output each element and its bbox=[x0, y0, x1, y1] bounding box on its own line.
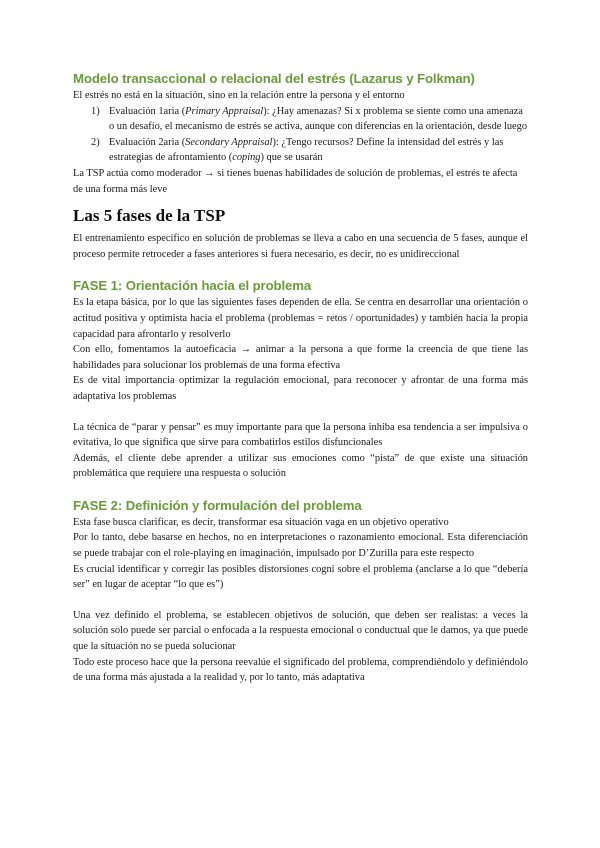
appraisal-list bbox=[73, 104, 528, 166]
fase2-paragraph: Todo este proceso hace que la persona reevalúe el significado del problema, comprendiéndolo y definiéndolo de una forma más ajustada a la realidad y, por lo tanto, más adaptativa bbox=[73, 656, 528, 684]
fase1-heading: FASE 1: Orientación hacia el problema bbox=[73, 278, 312, 294]
appraisal-term: Secondary Appraisal bbox=[185, 136, 273, 148]
fase2-paragraph: Por lo tanto, debe basarse en hechos, no en interpretaciones o razonamiento emocional. Esta diferenciación se puede trabajar con el role-playing en imaginación, impulsado por D’Zurilla para este respecto bbox=[73, 532, 528, 560]
fase1-paragraph: Además, el cliente debe aprender a utilizar sus emociones como “pista” de que existe una situación problemática que requiere una respuesta o solución bbox=[73, 452, 528, 480]
fase1-paragraph: Es de vital importancia optimizar la regulación emocional, para reconocer y afrontar de una forma más adaptativa los problemas bbox=[73, 375, 528, 402]
appraisal-text: ): ¿Tengo recursos? Define la intensidad del estrés y las estrategias de afrontamiento ( bbox=[109, 136, 504, 164]
fase1-paragraph: La técnica de “parar y pensar” es muy importante para que la persona inhiba esa tendencia a ser impulsiva o evitativa, lo que significa que sirve para combatirlos estilos disfuncionales bbox=[73, 421, 528, 449]
fase2-paragraph: Es crucial identificar y corregir las posibles distorsiones cogni sobre el problema (anclarse a lo que “debería ser” en lugar de aceptar “lo que es”) bbox=[73, 563, 528, 591]
phases-intro: El entrenamiento específico en solución de problemas se lleva a cabo en una secuencia de 5 fases, aunque el proceso permite retroceder a fases anteriores si fuera necesario, es decir, no es unidireccional bbox=[73, 233, 528, 260]
appraisal-text: Evaluación 1aria ( bbox=[109, 105, 186, 117]
appraisal-text: ) que se usarán bbox=[260, 152, 323, 164]
coping-term: coping bbox=[232, 152, 261, 164]
model-intro: El estrés no está en la situación, sino en la relación entre la persona y el entorno bbox=[73, 90, 405, 101]
list-number: 2) bbox=[91, 136, 100, 148]
fase2-paragraph: Esta fase busca clarificar, es decir, transformar esa situación vaga en un objetivo operativo bbox=[73, 516, 449, 528]
document-body bbox=[73, 70, 528, 686]
phases-heading: Las 5 fases de la TSP bbox=[73, 206, 226, 226]
appraisal-item-2 bbox=[73, 135, 528, 166]
appraisal-text: ): ¿Hay amenazas? Si x problema se siente como una amenaza o un desafío, el mecanismo de estrés se activa, aunque con diferencias en la orientación, desde luego bbox=[109, 105, 528, 133]
list-number: 1) bbox=[91, 105, 100, 117]
appraisal-text: Evaluación 2aria ( bbox=[109, 136, 186, 148]
appraisal-term: Primary Appraisal bbox=[185, 105, 264, 117]
fase2-heading: FASE 2: Definición y formulación del problema bbox=[73, 497, 362, 513]
fase1-paragraph: Es la etapa básica, por lo que las siguientes fases dependen de ella. Se centra en desarrollar una orientación o actitud positiva y optimista hacia el problema (problemas = retos / oportunidades) y también hacia la propia capacidad para afrontarlo y resolverlo bbox=[73, 297, 528, 340]
tsp-note: La TSP actúa como moderador → si tienes buenas habilidades de solución de problemas, el estrés te afecta de una forma más leve bbox=[73, 167, 518, 195]
model-heading: Modelo transaccional o relacional del estrés (Lazarus y Folkman) bbox=[73, 71, 475, 86]
fase1-paragraph: Con ello, fomentamos la autoeficacia → animar a la persona a que forme la creencia de que tiene las habilidades para solucionar los problemas de una forma efectiva bbox=[73, 344, 528, 371]
fase2-paragraph: Una vez definido el problema, se establecen objetivos de solución, que deben ser realistas: a veces la solución solo puede ser parcial o enfocada a la respuesta emocional o conductual que le damos, ya que puede que la situación no se pueda solucionar bbox=[73, 609, 528, 653]
appraisal-item-1 bbox=[73, 104, 528, 135]
